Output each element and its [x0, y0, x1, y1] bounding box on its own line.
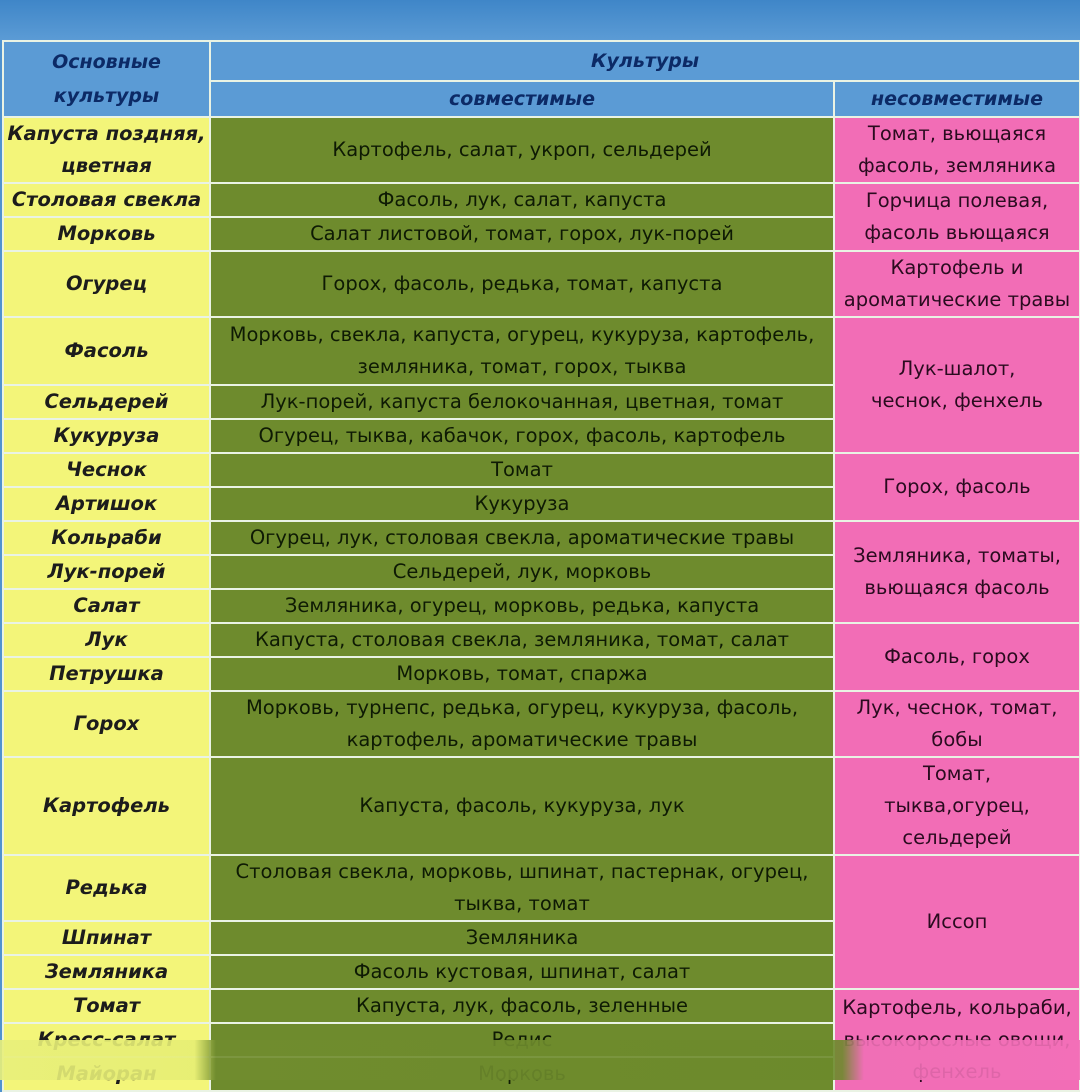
- crop-cell: Столовая свекла: [3, 183, 210, 217]
- compatible-cell: Огурец, тыква, кабачок, горох, фасоль, картофель: [210, 419, 834, 453]
- crop-cell: Капуста поздняя, цветная: [3, 117, 210, 183]
- compatible-cell: Кукуруза: [210, 487, 834, 521]
- incompatible-cell: Иссоп: [834, 855, 1080, 989]
- incompatible-cell: Картофель, кольраби,: [834, 989, 1080, 1091]
- compatible-cell: Морковь, турнепс, редька, огурец, кукуруза, фасоль, картофель, ароматические травы: [210, 691, 834, 757]
- incompatible-cell: Лук-шалот, чеснок, фенхель: [834, 317, 1080, 453]
- compatible-cell: Морковь, томат, спаржа: [210, 657, 834, 691]
- crop-cell: Редька: [3, 855, 210, 921]
- compatible-cell: Столовая свекла, морковь, шпинат, пастернак, огурец, тыква, томат: [210, 855, 834, 921]
- crop-cell: Кукуруза: [3, 419, 210, 453]
- compatible-cell: Сельдерей, лук, морковь: [210, 555, 834, 589]
- header-main-crops: Основные культуры: [3, 41, 210, 117]
- crop-cell: Кольраби: [3, 521, 210, 555]
- crop-cell: Чеснок: [3, 453, 210, 487]
- crop-cell: Земляника: [3, 955, 210, 989]
- incompatible-cell: Земляника, томаты, вьющаяся фасоль: [834, 521, 1080, 623]
- compatible-cell: Огурец, лук, столовая свекла, ароматические травы: [210, 521, 834, 555]
- compatible-cell: Фасоль, лук, салат, капуста: [210, 183, 834, 217]
- compatible-cell: Земляника: [210, 921, 834, 955]
- header-cultures: Культуры: [210, 41, 1080, 81]
- compatible-cell: Салат листовой, томат, горох, лук-порей: [210, 217, 834, 251]
- compatible-cell: Капуста, столовая свекла, земляника, томат, салат: [210, 623, 834, 657]
- crop-cell: Шпинат: [3, 921, 210, 955]
- compatible-cell: Морковь, свекла, капуста, огурец, кукуруза, картофель, земляника, томат, горох, тыква: [210, 317, 834, 385]
- header-compatible: совместимые: [210, 81, 834, 117]
- incompatible-cell: Томат, вьющаяся фасоль, земляника: [834, 117, 1080, 183]
- incompatible-cell: Горчица полевая, фасоль вьющаяся: [834, 183, 1080, 251]
- crop-cell: Томат: [3, 989, 210, 1023]
- top-blurred-strip: [0, 0, 1080, 40]
- crop-cell: Лук-порей: [3, 555, 210, 589]
- incompatible-cell: Фасоль, горох: [834, 623, 1080, 691]
- crop-cell: Салат: [3, 589, 210, 623]
- incompatible-cell: Томат, тыква,огурец, сельдерей: [834, 757, 1080, 855]
- crop-cell: Морковь: [3, 217, 210, 251]
- crop-compatibility-table: [2, 40, 1080, 1092]
- bottom-blurred-strip: [0, 1040, 1080, 1080]
- crop-cell: Сельдерей: [3, 385, 210, 419]
- crop-cell: Картофель: [3, 757, 210, 855]
- compatible-cell: Фасоль кустовая, шпинат, салат: [210, 955, 834, 989]
- incompatible-cell: Горох, фасоль: [834, 453, 1080, 521]
- header-incompatible: несовместимые: [834, 81, 1080, 117]
- crop-cell: Фасоль: [3, 317, 210, 385]
- compatible-cell: Горох, фасоль, редька, томат, капуста: [210, 251, 834, 317]
- compatible-cell: Капуста, фасоль, кукуруза, лук: [210, 757, 834, 855]
- crop-cell: Петрушка: [3, 657, 210, 691]
- compatible-cell: Земляника, огурец, морковь, редька, капуста: [210, 589, 834, 623]
- crop-cell: Лук: [3, 623, 210, 657]
- compatible-cell: Лук-порей, капуста белокочанная, цветная, томат: [210, 385, 834, 419]
- incompatible-cell: Картофель и ароматические травы: [834, 251, 1080, 317]
- compatible-cell: Томат: [210, 453, 834, 487]
- compatible-cell: Картофель, салат, укроп, сельдерей: [210, 117, 834, 183]
- incompatible-cell: Лук, чеснок, томат, бобы: [834, 691, 1080, 757]
- compatible-cell: Капуста, лук, фасоль, зеленные: [210, 989, 834, 1023]
- crop-cell: Горох: [3, 691, 210, 757]
- crop-cell: Артишок: [3, 487, 210, 521]
- crop-cell: Огурец: [3, 251, 210, 317]
